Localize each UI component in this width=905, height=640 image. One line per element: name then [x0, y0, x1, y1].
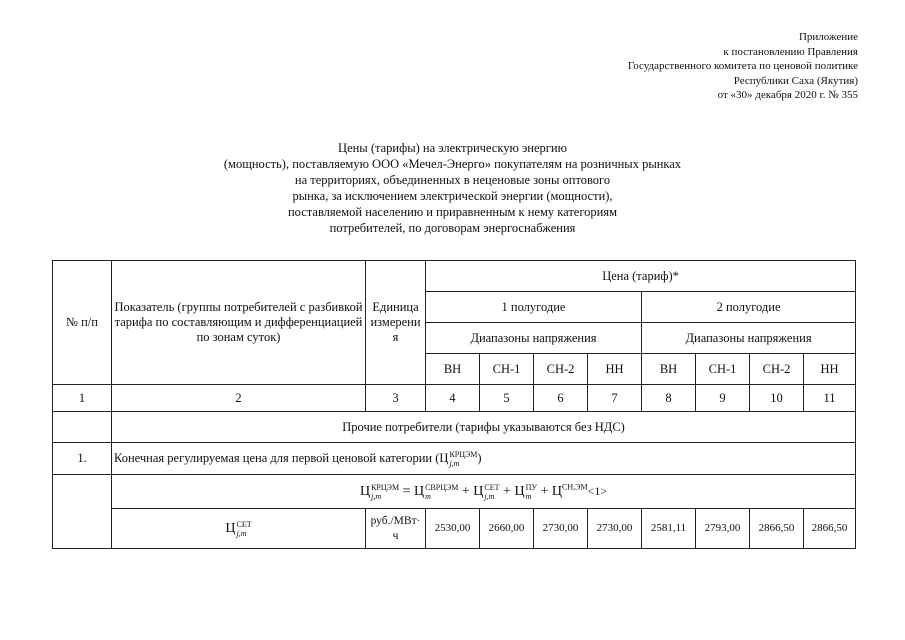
header-half-1: 1 полугодие [426, 292, 642, 323]
column-number: 3 [366, 385, 426, 412]
column-number: 9 [696, 385, 750, 412]
appendix-line: от «30» декабря 2020 г. № 355 [717, 89, 858, 101]
title-line: (мощность), поставляемую ООО «Мечел-Энерго» покупателям на розничных рынках [223, 157, 682, 171]
column-number: 6 [534, 385, 588, 412]
tariff-table [52, 260, 856, 549]
row-description-text: Конечная регулируемая цена для первой ценовой категории (Ц [114, 450, 449, 465]
appendix-line: Приложение [798, 31, 858, 43]
value-cell: 2660,00 [480, 509, 534, 549]
index-sub: j,m [371, 491, 382, 501]
column-number: 2 [112, 385, 366, 412]
formula-operator: + [458, 483, 474, 499]
row-description [112, 443, 856, 475]
index-sub: m [525, 491, 532, 501]
formula-operator: + [537, 483, 552, 499]
formula-index [425, 483, 458, 501]
index-sup: КРЦЭМ [371, 482, 400, 492]
header-level: СН-1 [480, 354, 534, 385]
formula-symbol: Ц [225, 520, 236, 536]
row-empty-cell [53, 475, 112, 549]
value-cell: 2530,00 [426, 509, 480, 549]
column-number: 8 [642, 385, 696, 412]
title-line: поставляемой населению и приравненным к нему категориям [287, 205, 618, 219]
formula-symbol: Ц [514, 483, 525, 499]
value-cell: 2866,50 [750, 509, 804, 549]
appendix-line: Государственного комитета по ценовой политике [627, 60, 858, 72]
document-title [160, 140, 745, 236]
formula-symbol: Ц [551, 483, 563, 499]
network-component-label [112, 509, 366, 549]
column-number: 5 [480, 385, 534, 412]
header-price: Цена (тариф)* [426, 261, 856, 292]
index-sub: j,m [236, 528, 247, 538]
title-line: на территориях, объединенных в неценовые зоны оптового [294, 173, 611, 187]
header-number: № п/п [53, 261, 112, 385]
value-cell: 2730,00 [588, 509, 642, 549]
unit-cell: руб./МВт·ч [366, 509, 426, 549]
column-number: 4 [426, 385, 480, 412]
formula-operator: + [499, 483, 515, 499]
header-level: СН-2 [750, 354, 804, 385]
header-level: СН-2 [534, 354, 588, 385]
section-empty-cell [53, 412, 112, 443]
header-level: ВН [642, 354, 696, 385]
index-sup: СВРЦЭМ [425, 482, 459, 492]
formula-symbol: Ц [473, 483, 484, 499]
column-number: 7 [588, 385, 642, 412]
value-cell: 2730,00 [534, 509, 588, 549]
row-number: 1. [53, 443, 112, 475]
header-unit: Единица измерения [366, 261, 426, 385]
column-number: 10 [750, 385, 804, 412]
formula-symbol: Ц [359, 483, 371, 499]
index-sub: j,m [484, 491, 495, 501]
index-sup: СЕТ [484, 482, 500, 492]
section-title: Прочие потребители (тарифы указываются без НДС) [112, 412, 856, 443]
appendix-line: к постановлению Правления [723, 45, 858, 58]
title-line: рынка, за исключением электрической энергии (мощности), [292, 189, 613, 203]
column-number: 11 [804, 385, 856, 412]
formula-index [237, 520, 252, 538]
formula-symbol: Ц [413, 483, 425, 499]
row-description-index [449, 450, 477, 468]
header-level: НН [804, 354, 856, 385]
price-formula [112, 475, 856, 509]
appendix-line: Республики Саха (Якутия) [733, 74, 858, 87]
index-sup: СЕТ [236, 519, 252, 529]
header-half-2: 2 полугодие [642, 292, 856, 323]
header-voltage-ranges-1: Диапазоны напряжения [426, 323, 642, 354]
title-line: потребителей, по договорам энергоснабжения [329, 221, 576, 235]
column-number: 1 [53, 385, 112, 412]
index-sub: m [425, 491, 431, 501]
header-level: НН [588, 354, 642, 385]
header-level: ВН [426, 354, 480, 385]
formula-operator: = [399, 483, 414, 499]
index-sub: j,m [449, 458, 460, 468]
row-description-close: ) [477, 450, 482, 465]
title-line: Цены (тарифы) на электрическую энергию [338, 141, 567, 155]
index-sup: КРЦЭМ [449, 449, 478, 459]
formula-index [484, 483, 499, 501]
formula-index [526, 483, 537, 501]
index-sup: СН,ЭМ [562, 482, 588, 492]
header-level: СН-1 [696, 354, 750, 385]
value-cell: 2793,00 [696, 509, 750, 549]
formula-footnote-ref: <1> [587, 483, 608, 498]
index-sup: ПУ [525, 482, 538, 492]
formula-index [371, 483, 399, 501]
header-voltage-ranges-2: Диапазоны напряжения [642, 323, 856, 354]
header-indicator: Показатель (группы потребителей с разбивкой тарифа по составляющим и дифференциацией по зонам суток) [112, 261, 366, 385]
value-cell: 2581,11 [642, 509, 696, 549]
appendix-header [498, 30, 858, 103]
value-cell: 2866,50 [804, 509, 856, 549]
